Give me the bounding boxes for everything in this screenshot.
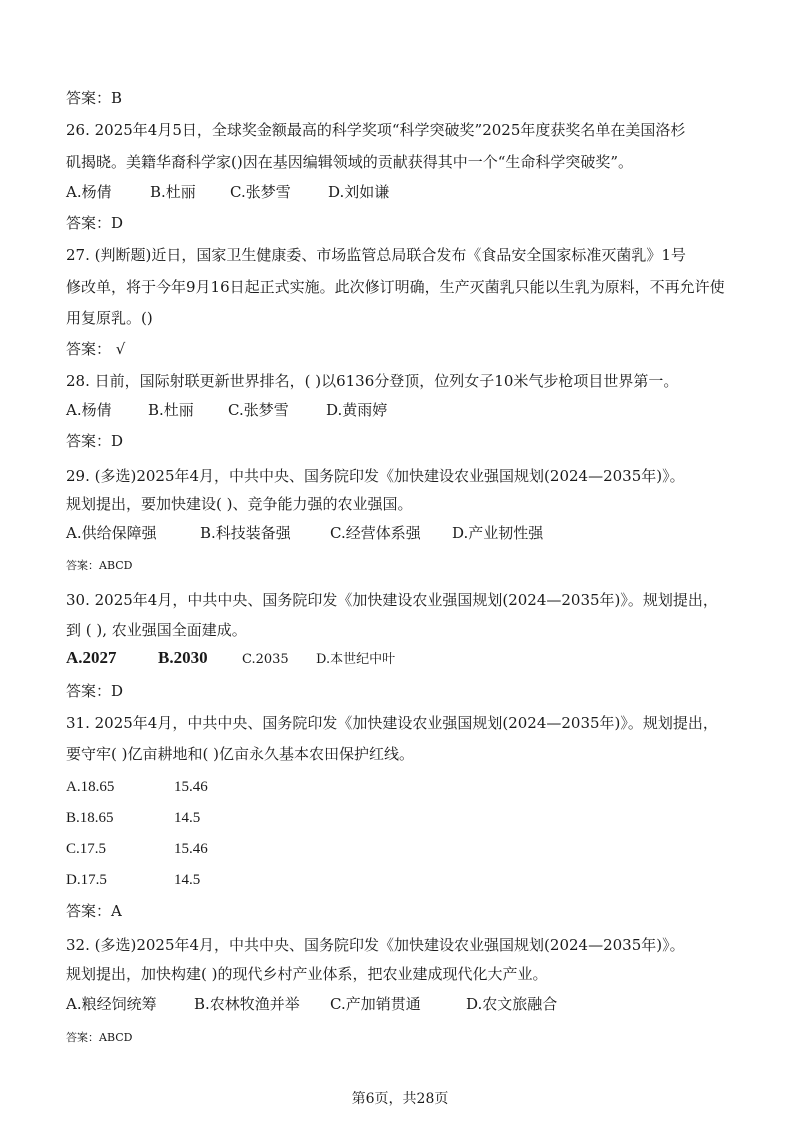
option-30-d: D.本世纪中叶 — [316, 652, 396, 667]
option-29-d: D.产业韧性强 — [452, 524, 544, 542]
question-32-line-2: 规划提出，加快构建( )的现代乡村产业体系，把农业建成现代化大产业。 — [66, 965, 548, 983]
question-31-line-1: 31. 2025年4月，中共中央、国务院印发《加快建设农业强国规划(2024—2035年)》。规划提出， — [66, 714, 718, 732]
option-31-b: B.18.65 — [66, 810, 114, 826]
option-29-b: B.科技装备强 — [200, 524, 291, 542]
option-30-b: B.2030 — [158, 648, 208, 667]
option-32-b: B.农林牧渔并举 — [194, 995, 300, 1013]
option-31-b-value: 14.5 — [174, 810, 201, 826]
answer-29: 答案：ABCD — [66, 559, 133, 572]
option-26-b: B.杜丽 — [150, 183, 196, 201]
option-28-c: C.张梦雪 — [228, 401, 289, 419]
option-31-c-value: 15.46 — [174, 841, 208, 857]
option-31-d-value: 14.5 — [174, 872, 201, 888]
question-26-line-2: 矶揭晓。美籍华裔科学家()因在基因编辑领域的贡献获得其中一个“生命科学突破奖”。 — [66, 153, 634, 171]
question-28: 28. 日前，国际射联更新世界排名，( )以6136分登顶，位列女子10米气步枪项目世界第一。 — [66, 372, 679, 390]
question-26-line-1: 26. 2025年4月5日，全球奖金额最高的科学奖项“科学突破奖”2025年度获奖名单在美国洛杉 — [66, 121, 686, 139]
question-32-line-1: 32. (多选)2025年4月，中共中央、国务院印发《加快建设农业强国规划(2024—2035年)》。 — [66, 936, 685, 954]
question-31-line-2: 要守牢( )亿亩耕地和( )亿亩永久基本农田保护红线。 — [66, 745, 414, 763]
option-32-a: A.粮经饲统筹 — [66, 995, 157, 1013]
answer-30: 答案：D — [66, 682, 124, 700]
question-27-line-1: 27. (判断题)近日，国家卫生健康委、市场监管总局联合发布《食品安全国家标准灭菌乳》1号 — [66, 246, 686, 264]
question-27-line-3: 用复原乳。() — [66, 309, 153, 327]
option-31-a-value: 15.46 — [174, 779, 208, 795]
question-29-line-1: 29. (多选)2025年4月，中共中央、国务院印发《加快建设农业强国规划(2024—2035年)》。 — [66, 467, 685, 485]
answer-28: 答案：D — [66, 432, 124, 450]
option-29-a: A.供给保障强 — [66, 524, 157, 542]
option-26-d: D.刘如谦 — [328, 183, 390, 201]
option-29-c: C.经营体系强 — [330, 524, 421, 542]
question-29-line-2: 规划提出，要加快建设( )、竞争能力强的农业强国。 — [66, 495, 413, 513]
option-30-a: A.2027 — [66, 648, 117, 667]
question-30-line-2: 到 ( ), 农业强国全面建成。 — [66, 621, 247, 639]
option-30-c: C.2035 — [242, 652, 289, 667]
option-31-d: D.17.5 — [66, 872, 107, 888]
answer-26: 答案：D — [66, 214, 124, 232]
question-27-line-2: 修改单，将于今年9月16日起正式实施。此次修订明确，生产灭菌乳只能以生乳为原料，不再允许使 — [66, 278, 725, 296]
option-32-c: C.产加销贯通 — [330, 995, 421, 1013]
option-28-b: B.杜丽 — [148, 401, 194, 419]
answer-25: 答案：B — [66, 89, 123, 107]
option-31-c: C.17.5 — [66, 841, 107, 857]
option-28-a: A.杨倩 — [66, 401, 112, 419]
option-28-d: D.黄雨婷 — [326, 401, 388, 419]
option-31-a: A.18.65 — [66, 779, 115, 795]
page-number: 第6页，共28页 — [351, 1091, 449, 1107]
option-32-d: D.农文旅融合 — [466, 995, 558, 1013]
answer-32: 答案：ABCD — [66, 1031, 133, 1044]
answer-27: 答案： √ — [66, 340, 126, 358]
option-26-a: A.杨倩 — [66, 183, 112, 201]
question-30-line-1: 30. 2025年4月，中共中央、国务院印发《加快建设农业强国规划(2024—2035年)》。规划提出， — [66, 591, 718, 609]
option-26-c: C.张梦雪 — [230, 183, 291, 201]
answer-31: 答案：A — [66, 902, 122, 920]
